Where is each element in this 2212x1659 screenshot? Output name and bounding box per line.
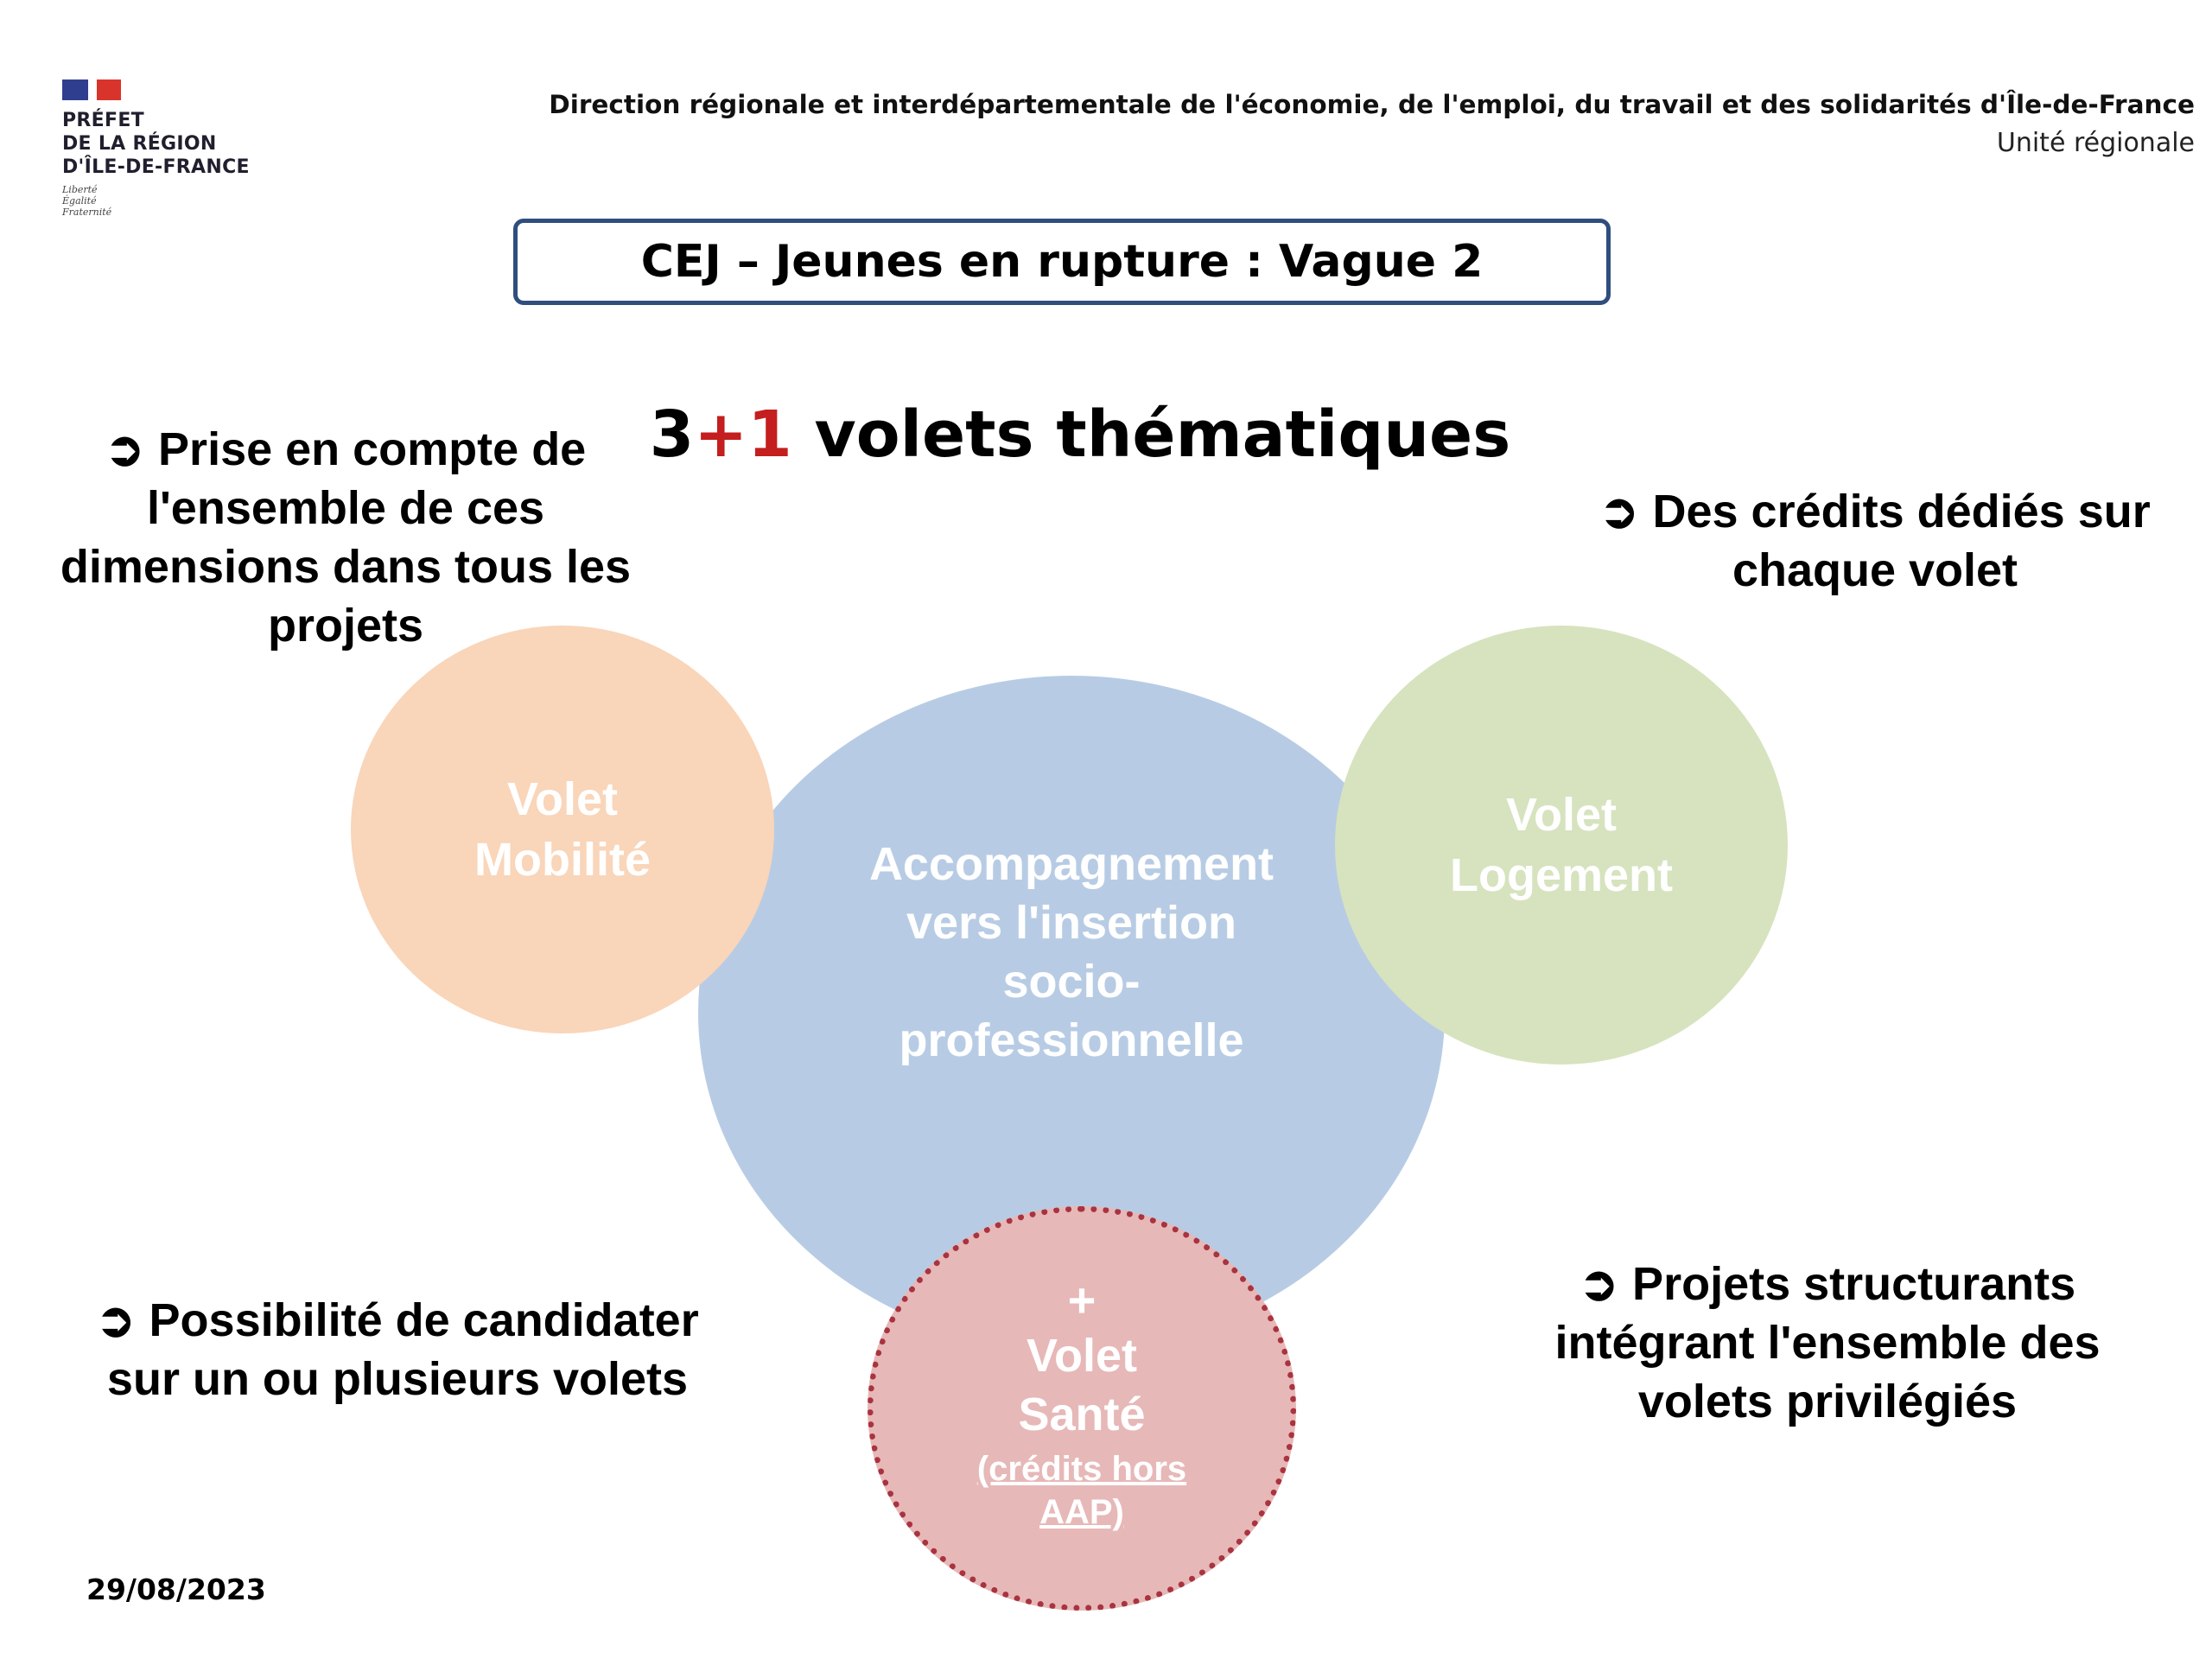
left-line-2: Mobilité bbox=[474, 834, 651, 886]
note-tl-line-4: projets bbox=[267, 600, 424, 652]
left-line-1: Volet bbox=[506, 773, 618, 825]
header-unit: Unité régionale bbox=[1996, 128, 2195, 158]
page-title: CEJ – Jeunes en rupture : Vague 2 bbox=[640, 236, 1484, 288]
plus-icon: + bbox=[1067, 1273, 1096, 1327]
header-organization: Direction régionale et interdépartementale de l'économie, de l'emploi, du travail et des solidarités d'Île-de-France bbox=[549, 90, 2195, 119]
title-box bbox=[513, 219, 1611, 305]
bottom-line-2: Santé bbox=[1018, 1389, 1146, 1440]
subtitle-text: volets thématiques bbox=[791, 397, 1511, 472]
circle-left-label bbox=[474, 769, 651, 890]
center-line-4: professionnelle bbox=[899, 1014, 1244, 1066]
note-bottom-right bbox=[1469, 1255, 2186, 1431]
logo-line-3: D'ÎLE-DE-FRANCE bbox=[62, 156, 250, 178]
logo-line-1: PRÉFET bbox=[62, 110, 144, 131]
note-tr-line-1: Des crédits dédiés sur bbox=[1652, 486, 2151, 537]
motto-fraternite: Fraternité bbox=[62, 207, 112, 218]
footer-date: 29/08/2023 bbox=[86, 1573, 266, 1606]
prefet-logo bbox=[62, 79, 270, 218]
center-line-1: Accompagnement bbox=[868, 838, 1274, 890]
bottom-sub-2: AAP) bbox=[1039, 1493, 1124, 1531]
logo-text bbox=[62, 109, 270, 179]
note-tl-line-2: l'ensemble de ces bbox=[146, 482, 545, 534]
note-top-right bbox=[1555, 482, 2195, 600]
note-tl-line-1: Prise en compte de bbox=[158, 423, 587, 475]
note-bl-line-1: Possibilité de candidater bbox=[149, 1294, 699, 1346]
right-line-1: Volet bbox=[1505, 789, 1617, 841]
logo-line-2: DE LA RÉGION bbox=[62, 133, 217, 155]
note-br-line-3: volets privilégiés bbox=[1637, 1376, 2018, 1427]
note-top-left bbox=[26, 420, 665, 655]
circle-bottom-sublabel bbox=[977, 1447, 1186, 1534]
note-bl-line-2: sur un ou plusieurs volets bbox=[106, 1353, 689, 1405]
circle-volet-mobilite bbox=[351, 626, 774, 1033]
note-br-line-2: intégrant l'ensemble des bbox=[1554, 1317, 2101, 1369]
center-line-2: vers l'insertion bbox=[906, 897, 1236, 949]
circle-volet-logement bbox=[1335, 626, 1788, 1065]
subtitle-plus-one: +1 bbox=[694, 397, 792, 472]
bottom-sub-1: (crédits hors bbox=[976, 1450, 1187, 1488]
arrow-icon: ➲ bbox=[1599, 486, 1639, 537]
bottom-line-1: Volet bbox=[1026, 1330, 1137, 1382]
circle-bottom-label bbox=[1018, 1326, 1145, 1444]
arrow-icon: ➲ bbox=[96, 1294, 136, 1346]
note-bottom-left bbox=[35, 1291, 760, 1408]
subtitle bbox=[605, 397, 1555, 472]
note-br-line-1: Projets structurants bbox=[1632, 1258, 2076, 1310]
circle-volet-sante bbox=[868, 1206, 1296, 1611]
subtitle-number: 3 bbox=[649, 397, 695, 472]
logo-motto bbox=[62, 184, 270, 218]
french-flag-icon bbox=[62, 79, 121, 100]
center-line-3: socio- bbox=[1002, 956, 1141, 1007]
right-line-2: Logement bbox=[1449, 849, 1673, 901]
circle-right-label bbox=[1450, 785, 1673, 906]
circle-center-label bbox=[812, 835, 1331, 1070]
motto-egalite: Égalité bbox=[62, 195, 97, 207]
motto-liberte: Liberté bbox=[62, 184, 98, 195]
arrow-icon: ➲ bbox=[105, 423, 145, 475]
note-tr-line-2: chaque volet bbox=[1732, 544, 2018, 596]
arrow-icon: ➲ bbox=[1579, 1258, 1619, 1310]
note-tl-line-3: dimensions dans tous les bbox=[60, 541, 632, 593]
